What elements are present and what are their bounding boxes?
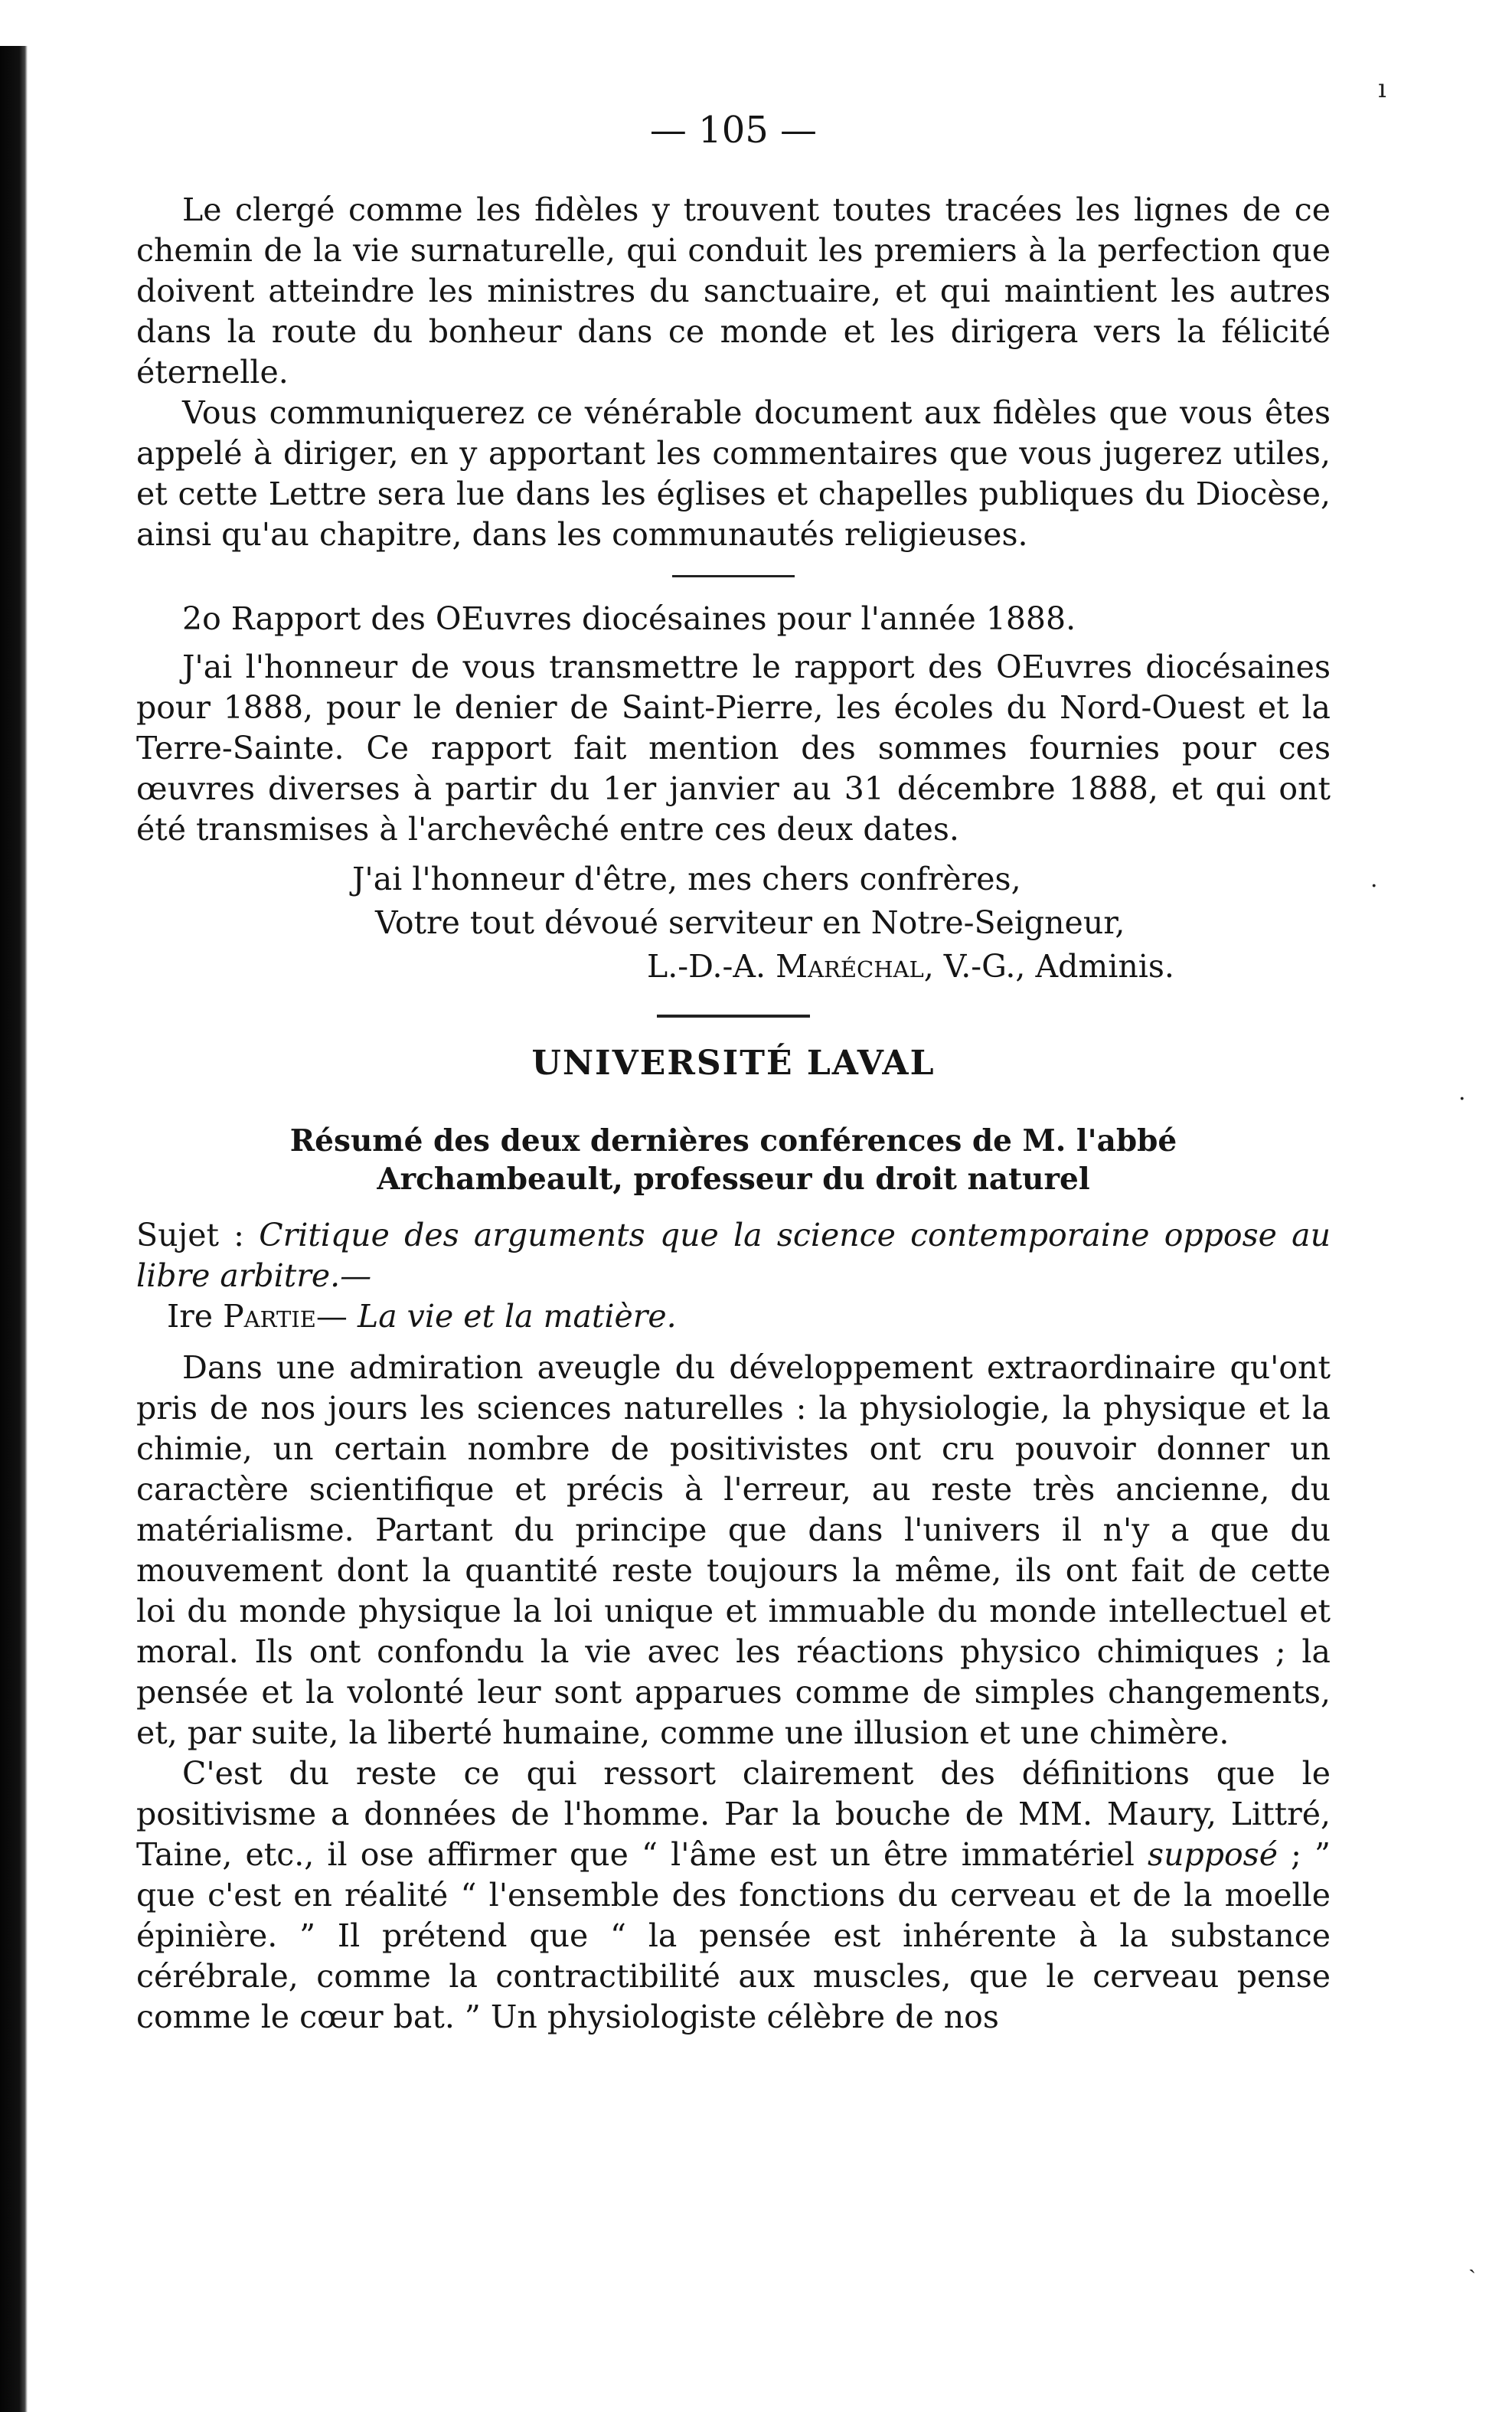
positivism-supposed: supposé (1148, 1836, 1278, 1873)
paragraph-positivism (136, 1753, 1331, 2038)
positivism-text-a: C'est du reste ce qui ressort clairement des définitions que le positivisme a données de l'homme. Par la bouche de MM. Maury, Littré, Taine, etc., il ose affirmer que “ l'âme est un être immatériel (136, 1755, 1331, 1873)
paragraph-report: J'ai l'honneur de vous transmettre le rapport des OEuvres diocésaines pour 1888, pour le denier de Saint-Pierre, les écoles du Nord-Ouest et la Terre-Sainte. Ce rapport fait mention des sommes fournies pour ces œuvres diverses à partir du 1er janvier au 31 décembre 1888, et qui ont été transmises à l'archevêché entre ces deux dates. (136, 649, 1331, 848)
document-page (136, 100, 1331, 2038)
item-2-title: 2o Rapport des OEuvres diocésaines pour l'année 1888. (182, 600, 1076, 637)
subheading-line-1: Résumé des deux dernières conférences de M. l'abbé (289, 1123, 1177, 1159)
signature-initials: L.-D.-A. (647, 948, 776, 985)
signature-title: , V.-G., Adminis. (923, 948, 1174, 985)
margin-dot-right: · (1370, 873, 1378, 900)
section-heading: UNIVERSITÉ LAVAL (531, 1044, 936, 1083)
margin-dot-right-2: · (1458, 1086, 1466, 1113)
paragraph-communicate: Vous communiquerez ce vénérable document aux fidèles que vous êtes appelé à diriger, en y apportant les commentaires que vous jugerez utiles, et cette Lettre sera lue dans les églises et chapelles publiques du Diocèse, ainsi qu'au chapitre, dans les communautés religieuses. (136, 394, 1331, 553)
part-title: La vie et la matière. (357, 1298, 677, 1335)
signature-name: Maréchal (776, 948, 924, 985)
signature (136, 945, 1331, 989)
page-number: — 105 — (649, 109, 818, 152)
subheading-line-2: Archambeault, professeur du droit naturel (377, 1162, 1090, 1197)
margin-tick-top: ı (1378, 74, 1386, 104)
section-divider-2 (657, 1015, 810, 1018)
subject-label: Sujet : (136, 1217, 260, 1253)
subject-text: Critique des arguments que la science contemporaine oppose au libre arbitre.— (136, 1217, 1331, 1294)
part-dash: — (315, 1298, 358, 1335)
part-label: Ire (167, 1298, 224, 1335)
section-divider (672, 575, 795, 577)
positivism-text-b: ; ” que c'est en réalité “ l'ensemble des fonctions du cerveau et de la moelle épinière. ” Il prétend que “ la pensée est inhérente à la substance cérébrale, comme la contractibilité aux muscles, que le cerveau pense comme le cœur bat. ” Un physiologiste célèbre de nos (136, 1836, 1331, 2035)
part-heading (136, 1296, 1331, 1337)
closing-line-1: J'ai l'honneur d'être, mes chers confrères, (352, 861, 1021, 897)
paragraph-clergy: Le clergé comme les fidèles y trouvent toutes tracées les lignes de ce chemin de la vie surnaturelle, qui conduit les premiers à la perfection que doivent atteindre les ministres du sanctuaire, et qui maintient les autres dans la route du bonheur dans ce monde et les dirigera vers la félicité éternelle. (136, 191, 1331, 391)
margin-tick-bottom: ˎ (1468, 2247, 1476, 2274)
paragraph-admiration: Dans une admiration aveugle du développement extraordinaire qu'ont pris de nos jours les sciences naturelles : la physiologie, la physique et la chimie, un certain nombre de positivistes ont cru pouvoir donner un caractère scientifique et précis à l'erreur, au reste très ancienne, du matérialisme. Partant du principe que dans l'univers il n'y a que du mouvement dont la quantité reste toujours la même, ils ont fait de cette loi du monde physique la loi unique et immuable du monde intellectuel et moral. Ils ont confondu la vie avec les réactions physico chimiques ; la pensée et la volonté leur sont apparues comme de simples changements, et, par suite, la liberté humaine, comme une illusion et une chimère. (136, 1349, 1331, 1751)
closing-line-2: Votre tout dévoué serviteur en Notre-Seigneur, (375, 904, 1125, 941)
subject-line (136, 1215, 1331, 1296)
part-word: Partie (223, 1298, 316, 1335)
scan-binding-edge (0, 46, 28, 2412)
